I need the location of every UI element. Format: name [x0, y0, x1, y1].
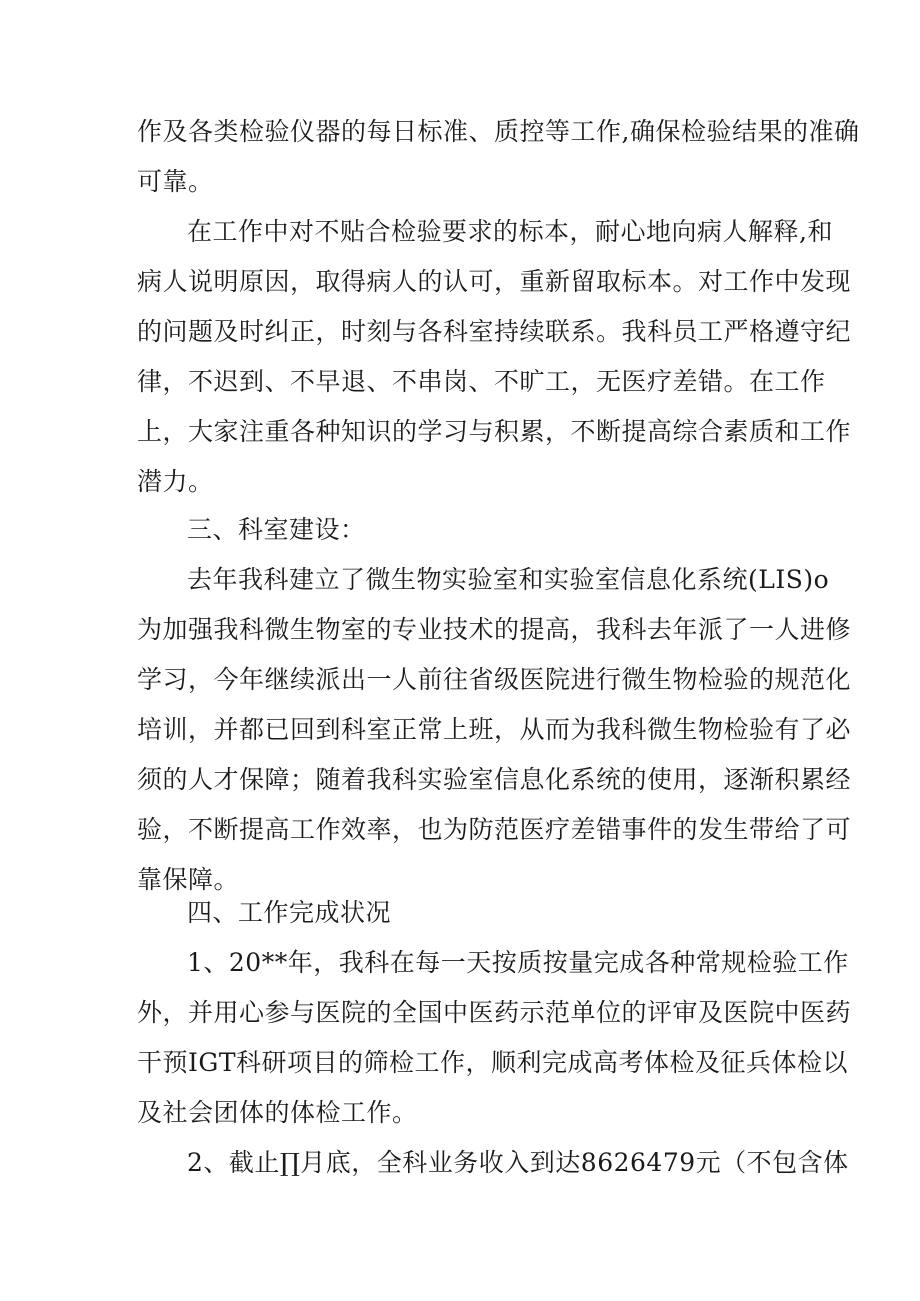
text-line: 干预IGT科研项目的筛检工作，顺利完成高考体检及征兵体检以: [137, 1048, 849, 1077]
text-line: 靠保障。: [137, 865, 240, 894]
text-line: 验，不断提高工作效率，也为防范医疗差错事件的发生带给了可: [137, 815, 852, 844]
section-heading: 四、工作完成状况: [187, 898, 392, 927]
text-line: 外，并用心参与医院的全国中医药示范单位的评审及医院中医药: [137, 998, 852, 1027]
text-line: 上，大家注重各种知识的学习与积累，不断提高综合素质和工作: [137, 417, 852, 446]
text-line: 病人说明原因，取得病人的认可，重新留取标本。对工作中发现: [137, 267, 852, 296]
text-line: 作及各类检验仪器的每日标准、质控等工作,确保检验结果的准确: [137, 117, 860, 146]
text-line: 培训，并都已回到科室正常上班，从而为我科微生物检验有了必: [137, 715, 852, 744]
text-line: 2、截止∏月底，全科业务收入到达8626479元（不包含体: [187, 1148, 849, 1177]
text-line: 为加强我科微生物室的专业技术的提高，我科去年派了一人进修: [137, 615, 852, 644]
text-line: 1、20**年，我科在每一天按质按量完成各种常规检验工作: [187, 948, 849, 977]
text-line: 潜力。: [137, 467, 214, 496]
text-line: 及社会团体的体检工作。: [137, 1098, 418, 1127]
text-line: 学习，今年继续派出一人前往省级医院进行微生物检验的规范化: [137, 665, 852, 694]
section-heading: 三、科室建设：: [187, 515, 366, 544]
text-line: 律，不迟到、不早退、不串岗、不旷工，无医疗差错。在工作: [137, 367, 826, 396]
text-line: 的问题及时纠正，时刻与各科室持续联系。我科员工严格遵守纪: [137, 317, 852, 346]
text-line: 须的人才保障；随着我科实验室信息化系统的使用，逐渐积累经: [137, 765, 852, 794]
text-line: 去年我科建立了微生物实验室和实验室信息化系统(LIS)o: [187, 565, 830, 594]
text-line: 在工作中对不贴合检验要求的标本，耐心地向病人解释,和: [187, 217, 833, 246]
text-line: 可靠。: [137, 167, 214, 196]
